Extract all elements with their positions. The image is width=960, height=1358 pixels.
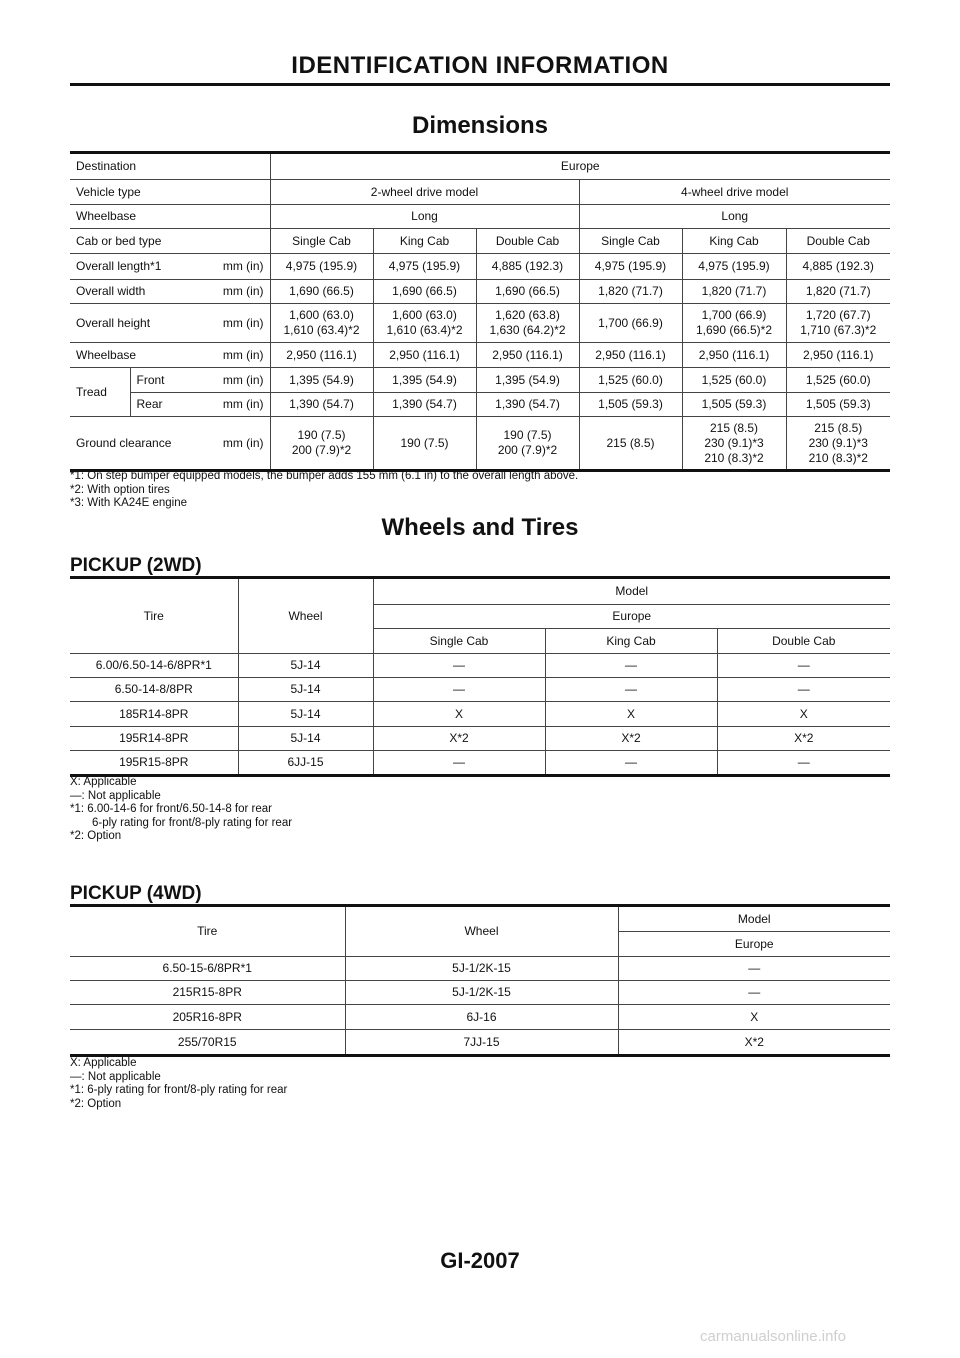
value-cell: X: [373, 702, 545, 727]
value-cell: —: [717, 751, 890, 776]
row-overall-length: [70, 254, 890, 280]
value-cell: —: [373, 654, 545, 678]
destination-header: Europe: [373, 605, 890, 629]
overall-height-label: [70, 304, 270, 343]
pickup-4wd-title: PICKUP (4WD): [70, 883, 202, 904]
value-cell: —: [545, 654, 717, 678]
tire-cell: 195R14-8PR: [70, 727, 238, 751]
line: 1,710 (67.3)*2: [800, 323, 877, 337]
unit-text: mm (in): [222, 284, 264, 298]
value-cell: [682, 417, 786, 471]
tire-cell: 215R15-8PR: [70, 981, 345, 1005]
value-cell: 2,950 (116.1): [682, 343, 786, 368]
value-cell: [786, 417, 890, 471]
line: 200 (7.9)*2: [497, 443, 558, 457]
row-tread-front: [70, 368, 890, 393]
line: 215 (8.5): [814, 420, 863, 435]
tire-cell: 6.00/6.50-14-6/8PR*1: [70, 654, 238, 678]
value-cell: —: [618, 981, 890, 1005]
tire-cell: 205R16-8PR: [70, 1005, 345, 1030]
value-cell: 1,820 (71.7): [579, 280, 682, 304]
unit-text: mm (in): [222, 259, 264, 273]
value-cell: [476, 417, 579, 471]
wheel-cell: 6JJ-15: [238, 751, 373, 776]
line: 1,610 (63.4)*2: [283, 323, 360, 337]
line: 190 (7.5): [503, 428, 552, 442]
note: *1: On step bumper equipped models, the bumper adds 155 mm (6.1 in) to the overall length above.: [70, 470, 579, 482]
note: *3: With KA24E engine: [70, 497, 187, 509]
tread-front-label: [130, 368, 270, 393]
value-cell: —: [717, 678, 890, 702]
row-wheelbase-type: [70, 205, 890, 229]
unit-text: mm (in): [222, 347, 264, 362]
tread-rear-label: [130, 393, 270, 417]
value-cell: 1,505 (59.3): [786, 393, 890, 417]
value-cell: 4,975 (195.9): [682, 254, 786, 280]
label-text: Overall width: [76, 284, 146, 298]
line: 230 (9.1)*3: [808, 435, 868, 450]
table-row: [70, 1005, 890, 1030]
value-cell: X*2: [618, 1030, 890, 1056]
dimensions-table: [70, 151, 890, 472]
model-header: Model: [618, 906, 890, 932]
value-cell: 1,820 (71.7): [786, 280, 890, 304]
value-cell: X: [717, 702, 890, 727]
line: 1,610 (63.4)*2: [386, 323, 463, 337]
value-cell: 2,950 (116.1): [579, 343, 682, 368]
wheelbase-2wd: Long: [270, 205, 579, 229]
model-header: Model: [373, 578, 890, 605]
page-header-title: IDENTIFICATION INFORMATION: [291, 52, 669, 79]
wheel-cell: 6J-16: [345, 1005, 618, 1030]
note: *1: 6-ply rating for front/8-ply rating for rear: [70, 1084, 288, 1096]
value-cell: 2,950 (116.1): [270, 343, 373, 368]
line: 190 (7.5): [297, 428, 346, 442]
line: 190 (7.5): [400, 435, 449, 450]
note: *2: Option: [70, 1097, 122, 1110]
row-ground-clearance: [70, 417, 890, 471]
tire-header: Tire: [70, 906, 345, 957]
value-cell: [373, 304, 476, 343]
table-row: [70, 727, 890, 751]
table-row: [70, 654, 890, 678]
value-cell: —: [373, 678, 545, 702]
value-cell: [270, 304, 373, 343]
wheel-cell: 5J-14: [238, 702, 373, 727]
label-text: Overall length*1: [76, 259, 162, 273]
unit-text: mm (in): [222, 372, 264, 387]
line: 230 (9.1)*3: [704, 435, 764, 450]
cab-cell: King Cab: [682, 229, 786, 254]
line: 215 (8.5): [606, 435, 655, 450]
wheel-header: Wheel: [345, 906, 618, 957]
unit-text: mm (in): [222, 397, 264, 411]
destination-value: Europe: [270, 153, 890, 180]
wheel-header: Wheel: [238, 578, 373, 654]
wheelbase-mm-label: [70, 343, 270, 368]
page-number: GI-2007: [440, 1248, 520, 1273]
value-cell: [270, 417, 373, 471]
line: 215 (8.5): [709, 420, 759, 435]
note: X: Applicable: [70, 1057, 137, 1069]
row-overall-width: [70, 280, 890, 304]
dimensions-notes: [70, 470, 578, 511]
value-cell: 2,950 (116.1): [786, 343, 890, 368]
cab-cell: Single Cab: [579, 229, 682, 254]
value-cell: X: [545, 702, 717, 727]
row-wheelbase-mm: [70, 343, 890, 368]
label-text: Overall height: [76, 315, 151, 330]
cab-header: King Cab: [545, 629, 717, 654]
table-row: [70, 1030, 890, 1056]
cab-header: Double Cab: [717, 629, 890, 654]
ground-clearance-label: [70, 417, 270, 471]
line: 1,630 (64.2)*2: [489, 323, 566, 337]
line: 1,620 (63.8): [495, 308, 560, 322]
line: 210 (8.3)*2: [808, 450, 868, 465]
note: *2: With option tires: [70, 483, 170, 496]
value-cell: —: [618, 957, 890, 981]
pickup-2wd-table: [70, 576, 890, 777]
wheel-cell: 5J-1/2K-15: [345, 981, 618, 1005]
overall-length-label: [70, 254, 270, 280]
wheel-cell: 7JJ-15: [345, 1030, 618, 1056]
value-cell: [579, 417, 682, 471]
value-cell: X*2: [717, 727, 890, 751]
table-row: [70, 981, 890, 1005]
value-cell: 4,975 (195.9): [579, 254, 682, 280]
row-tread-rear: [70, 393, 890, 417]
vehicle-type-2wd: 2-wheel drive model: [270, 180, 579, 205]
note: X: Applicable: [70, 776, 137, 788]
wheel-cell: 5J-14: [238, 654, 373, 678]
cab-cell: King Cab: [373, 229, 476, 254]
line: 200 (7.9)*2: [291, 443, 352, 457]
value-cell: 1,690 (66.5): [373, 280, 476, 304]
value-cell: 1,690 (66.5): [476, 280, 579, 304]
value-cell: 1,390 (54.7): [270, 393, 373, 417]
table-row: [70, 678, 890, 702]
line: 1,700 (66.9): [598, 315, 663, 330]
tire-cell: 6.50-14-8/8PR: [70, 678, 238, 702]
pickup-4wd-notes: [70, 1057, 287, 1111]
line: 1,600 (63.0): [289, 308, 354, 322]
unit-text: mm (in): [222, 435, 264, 450]
tire-header: Tire: [70, 578, 238, 654]
note: —: Not applicable: [70, 1070, 161, 1083]
line: 1,690 (66.5)*2: [695, 323, 773, 337]
label-text: Wheelbase: [76, 347, 137, 362]
cab-header: Single Cab: [373, 629, 545, 654]
destination-label: Destination: [70, 153, 270, 180]
value-cell: 1,395 (54.9): [270, 368, 373, 393]
value-cell: 1,395 (54.9): [373, 368, 476, 393]
pickup-2wd-title: PICKUP (2WD): [70, 555, 202, 576]
value-cell: 1,525 (60.0): [786, 368, 890, 393]
value-cell: [373, 417, 476, 471]
value-cell: X: [618, 1005, 890, 1030]
label-text: Front: [136, 372, 165, 387]
tire-cell: 6.50-15-6/8PR*1: [70, 957, 345, 981]
wheelbase-4wd: Long: [579, 205, 890, 229]
cab-cell: Double Cab: [476, 229, 579, 254]
wheels-tires-title: Wheels and Tires: [381, 514, 579, 541]
value-cell: 1,525 (60.0): [579, 368, 682, 393]
value-cell: 1,505 (59.3): [682, 393, 786, 417]
label-text: Ground clearance: [76, 435, 172, 450]
value-cell: 4,975 (195.9): [270, 254, 373, 280]
wheel-cell: 5J-14: [238, 678, 373, 702]
line: 1,600 (63.0): [392, 308, 457, 322]
cab-type-label: Cab or bed type: [70, 229, 270, 254]
tire-cell: 195R15-8PR: [70, 751, 238, 776]
tread-label: Tread: [70, 368, 130, 417]
watermark-text: carmanualsonline.info: [700, 1328, 846, 1345]
value-cell: 1,395 (54.9): [476, 368, 579, 393]
line: 1,720 (67.7): [805, 308, 871, 322]
tire-cell: 255/70R15: [70, 1030, 345, 1056]
value-cell: 1,390 (54.7): [476, 393, 579, 417]
value-cell: —: [545, 751, 717, 776]
value-cell: —: [717, 654, 890, 678]
row-vehicle-type: [70, 180, 890, 205]
value-cell: 1,525 (60.0): [682, 368, 786, 393]
value-cell: 1,505 (59.3): [579, 393, 682, 417]
wheel-cell: 5J-14: [238, 727, 373, 751]
header-row: [70, 906, 890, 932]
note: —: Not applicable: [70, 789, 161, 802]
note: 6-ply rating for front/8-ply rating for rear: [92, 816, 293, 829]
vehicle-type-4wd: 4-wheel drive model: [579, 180, 890, 205]
value-cell: X*2: [373, 727, 545, 751]
row-cab-type: [70, 229, 890, 254]
destination-header: Europe: [618, 932, 890, 957]
value-cell: 2,950 (116.1): [476, 343, 579, 368]
wheel-cell: 5J-1/2K-15: [345, 957, 618, 981]
unit-text: mm (in): [222, 315, 264, 330]
value-cell: X*2: [545, 727, 717, 751]
value-cell: 4,975 (195.9): [373, 254, 476, 280]
value-cell: —: [373, 751, 545, 776]
value-cell: 1,820 (71.7): [682, 280, 786, 304]
value-cell: [786, 304, 890, 343]
wheelbase-label: Wheelbase: [70, 205, 270, 229]
row-destination: [70, 153, 890, 180]
value-cell: 2,950 (116.1): [373, 343, 476, 368]
pickup-4wd-table: [70, 904, 890, 1057]
value-cell: —: [545, 678, 717, 702]
value-cell: [579, 304, 682, 343]
line: 210 (8.3)*2: [704, 450, 764, 465]
table-row: [70, 957, 890, 981]
header-row: [70, 578, 890, 605]
cab-cell: Double Cab: [786, 229, 890, 254]
value-cell: [682, 304, 786, 343]
vehicle-type-label: Vehicle type: [70, 180, 270, 205]
value-cell: 4,885 (192.3): [476, 254, 579, 280]
line: 1,700 (66.9): [701, 308, 767, 322]
value-cell: 4,885 (192.3): [786, 254, 890, 280]
label-text: Rear: [136, 397, 163, 411]
row-overall-height: [70, 304, 890, 343]
dimensions-title: Dimensions: [411, 112, 549, 139]
value-cell: 1,390 (54.7): [373, 393, 476, 417]
overall-width-label: [70, 280, 270, 304]
table-row: [70, 751, 890, 776]
cab-cell: Single Cab: [270, 229, 373, 254]
tire-cell: 185R14-8PR: [70, 702, 238, 727]
value-cell: [476, 304, 579, 343]
value-cell: 1,690 (66.5): [270, 280, 373, 304]
table-row: [70, 702, 890, 727]
pickup-2wd-notes: [70, 776, 292, 844]
note: *1: 6.00-14-6 for front/6.50-14-8 for rear: [70, 803, 272, 815]
header-rule: [70, 83, 890, 86]
note: *2: Option: [70, 830, 122, 842]
